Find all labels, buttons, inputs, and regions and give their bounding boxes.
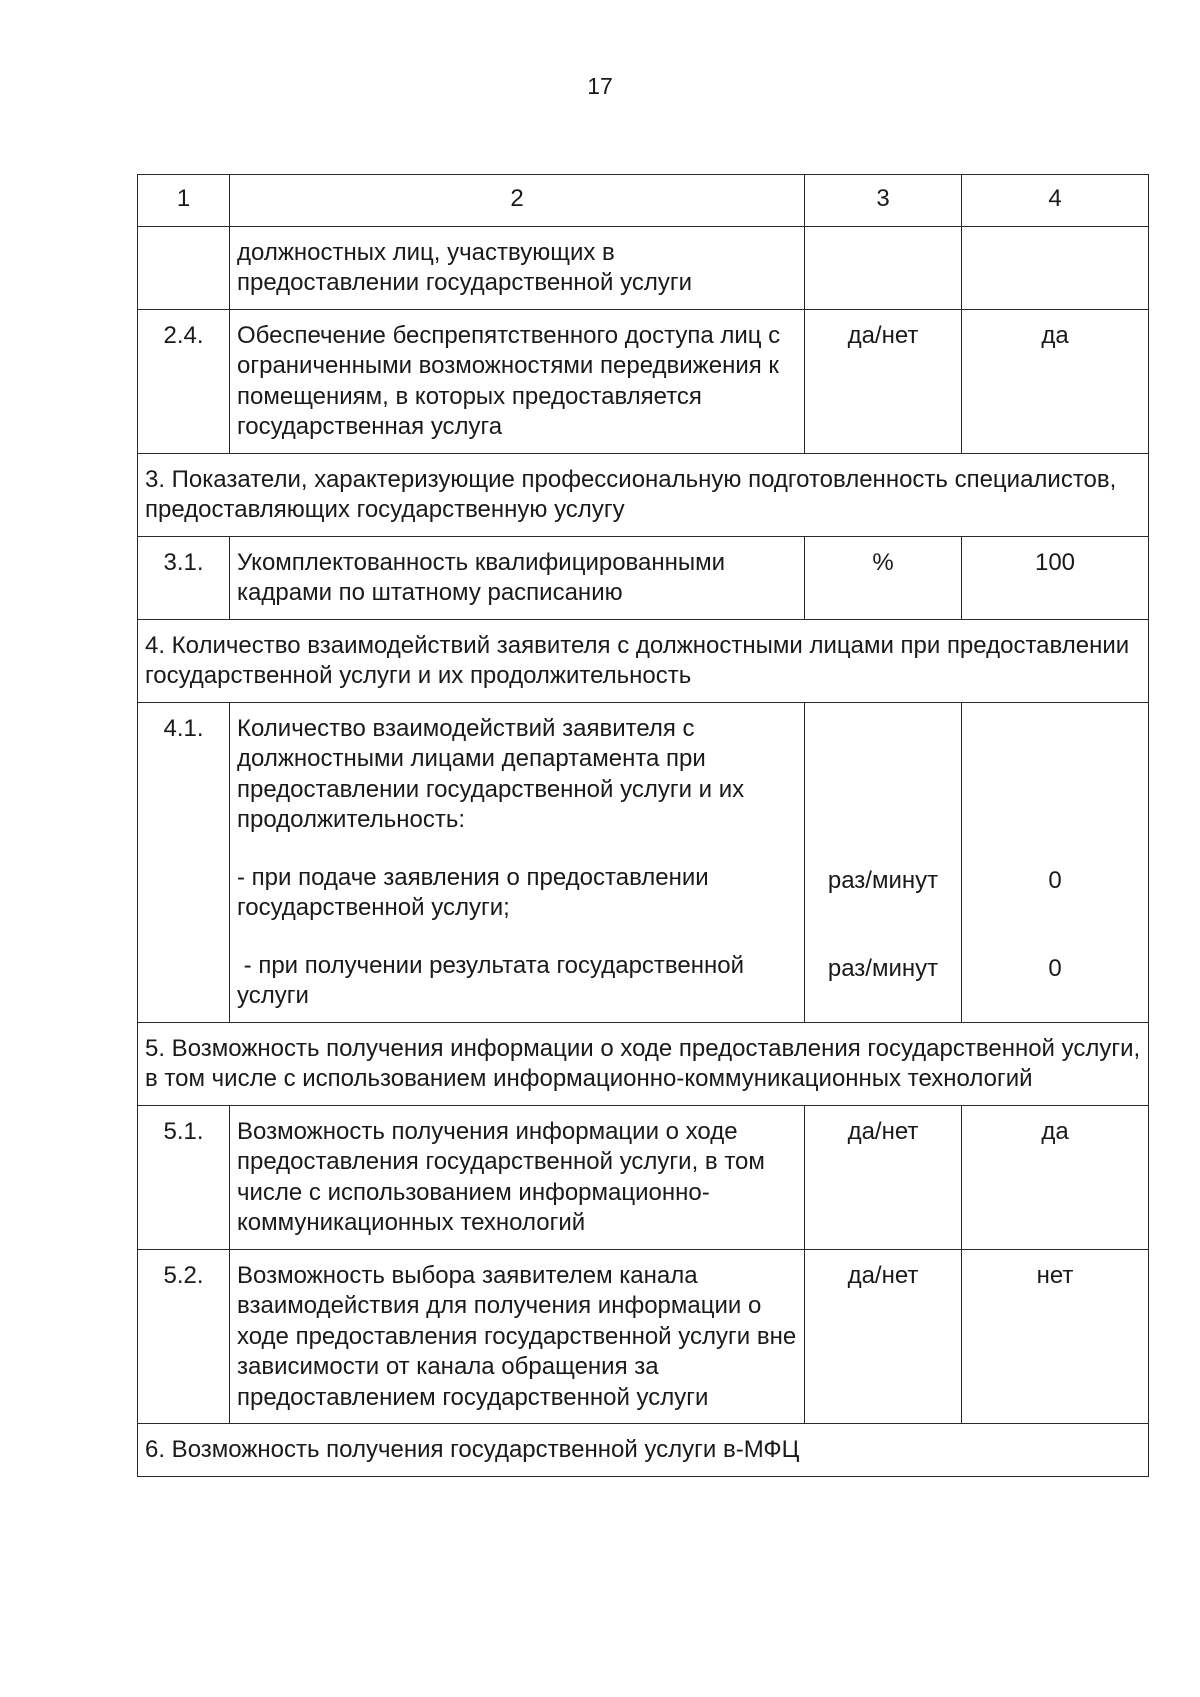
row-value-cell: да: [962, 309, 1149, 453]
table-row: [138, 702, 1149, 1022]
row-num-cell: 3.1.: [138, 536, 230, 619]
row-value-cell: да: [962, 1105, 1149, 1249]
row-4-1-sub1-text: - при подаче заявления о предоставлении государственной услуги;: [237, 863, 709, 921]
header-cell-4: 4: [962, 175, 1149, 227]
table-row: [138, 226, 1149, 309]
row-text-cell: Возможность выбора заявителем канала взаимодействия для получения информации о ходе предоставления государственной услуги вне зависимости от канала обращения за предоставлением государственной услуги: [230, 1249, 805, 1424]
row-value-cell: нет: [962, 1249, 1149, 1424]
row-4-1-sub2-unit: раз/минут: [827, 955, 939, 982]
row-value-cell: [962, 702, 1149, 1022]
section-row: [138, 453, 1149, 536]
table-row: [138, 1105, 1149, 1249]
indicators-table: [137, 174, 1149, 1477]
row-text-cell: Обеспечение беспрепятственного доступа лиц с ограниченными возможностями передвижения к помещениям, в которых предоставляется государственная услуга: [230, 309, 805, 453]
row-value-cell: 100: [962, 536, 1149, 619]
row-text-cell: Возможность получения информации о ходе предоставления государственной услуги, в том числе с использованием информационно-коммуникационных технологий: [230, 1105, 805, 1249]
table-row: [138, 1249, 1149, 1424]
table-row: [138, 536, 1149, 619]
row-4-1-sub2-text: - при получении результата государственной услуги: [237, 951, 751, 1009]
table-row: [138, 309, 1149, 453]
header-cell-1: 1: [138, 175, 230, 227]
row-unit-cell: [805, 226, 962, 309]
row-text-cell: должностных лиц, участвующих в предоставлении государственной услуги: [230, 226, 805, 309]
row-num-cell: 2.4.: [138, 309, 230, 453]
row-unit-cell: да/нет: [805, 1249, 962, 1424]
row-unit-cell: да/нет: [805, 1105, 962, 1249]
row-4-1-sub1-unit: раз/минут: [827, 866, 939, 894]
header-cell-2: 2: [230, 175, 805, 227]
section-heading-5: 5. Возможность получения информации о ходе предоставления государственной услуги, в том числе с использованием информационно-коммуникационных технологий: [138, 1022, 1149, 1105]
row-unit-cell: [805, 702, 962, 1022]
row-num-cell: 4.1.: [138, 702, 230, 1022]
row-unit-cell: %: [805, 536, 962, 619]
row-text-cell: Укомплектованность квалифицированными кадрами по штатному расписанию: [230, 536, 805, 619]
section-row: [138, 1022, 1149, 1105]
row-num-cell: 5.1.: [138, 1105, 230, 1249]
header-cell-3: 3: [805, 175, 962, 227]
row-value-cell: [962, 226, 1149, 309]
row-num-cell: [138, 226, 230, 309]
page-number: 17: [587, 73, 613, 99]
section-row: [138, 619, 1149, 702]
section-heading-3: 3. Показатели, характеризующие профессиональную подготовленность специалистов, предоставляющих государственную услугу: [138, 453, 1149, 536]
table-header-row: [138, 175, 1149, 227]
row-unit-cell: да/нет: [805, 309, 962, 453]
section-row: [138, 1424, 1149, 1477]
row-4-1-sub2-value: 0: [1048, 955, 1062, 982]
row-num-cell: 5.2.: [138, 1249, 230, 1424]
section-heading-4: 4. Количество взаимодействий заявителя с должностными лицами при предоставлении государственной услуги и их продолжительность: [138, 619, 1149, 702]
section-heading-6: 6. Возможность получения государственной услуги в-МФЦ: [138, 1424, 1149, 1477]
row-4-1-main-text: Количество взаимодействий заявителя с должностными лицами департамента при предоставлении государственной услуги и их продолжительность:: [237, 714, 745, 833]
row-4-1-sub1-value: 0: [1048, 866, 1062, 894]
row-text-cell: [230, 702, 805, 1022]
